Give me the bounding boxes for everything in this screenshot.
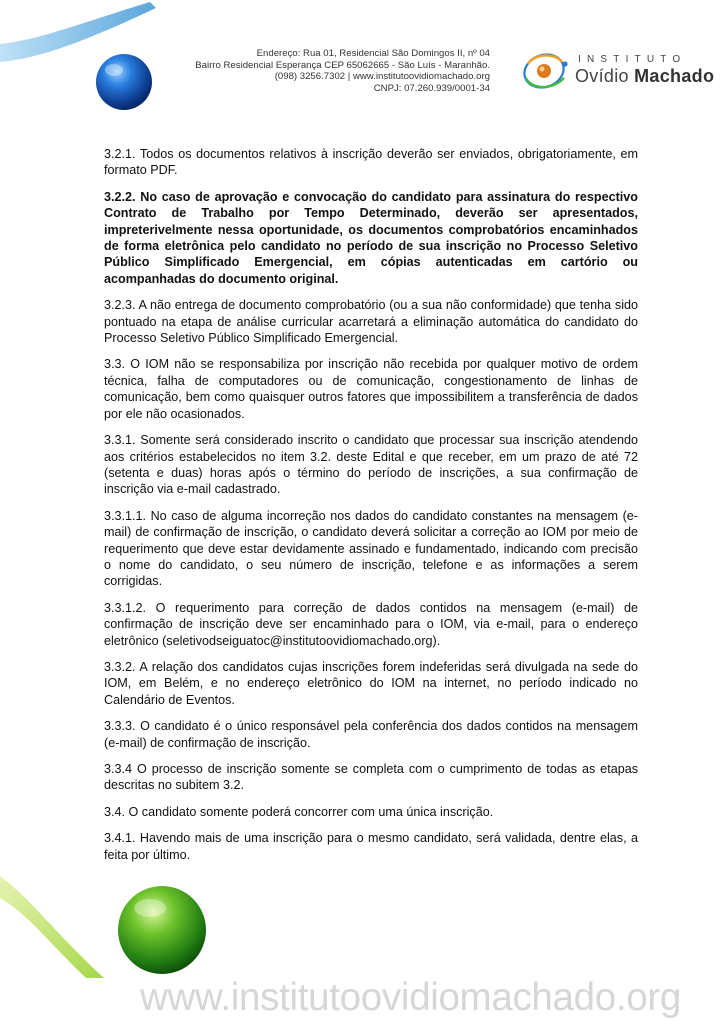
paragraph: 3.3.1.2. O requerimento para correção de dados contidos na mensagem (e-mail) de confirmação de inscrição deve ser encaminhado para o IOM, via e-mail, para o endereço eletrônico (seletivodseiguatoc@institutoovidiomachado.org). [104,600,638,648]
footer-website-url: www.institutoovidiomachado.org [140,976,681,1019]
address-line: (098) 3256.7302 | www.institutoovidiomachado.org [274,71,490,83]
paragraph: 3.4.1. Havendo mais de uma inscrição para o mesmo candidato, será validada, dentre elas, a feita por último. [104,831,638,862]
paragraph: 3.3.4 O processo de inscrição somente se completa com o cumprimento de todas as etapas descritas no subitem 3.2. [104,762,638,793]
address-line: CNPJ: 07.260.939/0001-34 [373,82,490,94]
address-line: Endereço: Rua 01, Residencial São Domingos II, nº 04 [256,48,490,59]
institute-logo [520,48,715,94]
paragraph: 3.3.3. O candidato é o único responsável pela conferência dos dados contidos na mensagem (e-mail) de confirmação de inscrição. [104,719,638,750]
paragraph: 3.2.3. A não entrega de documento comprobatório (ou a sua não conformidade) que tenha sido pontuado na etapa de análise curricular acarretará a eliminação automática do candidato do Processo Seletivo Público Simplificado Emergencial. [104,298,638,346]
document-body [104,146,638,873]
paragraph: 3.2.1. Todos os documentos relativos à inscrição deverão ser enviados, obrigatoriamente, em formato PDF. [104,147,638,178]
logo-name [575,66,714,87]
orbit-logo-icon [520,48,572,92]
logo-name-regular: Ovídio [575,66,629,86]
paragraph-bold: 3.2.2. No caso de aprovação e convocação do candidato para assinatura do respectivo Contrato de Trabalho por Tempo Determinado, deverão ser apresentados, impreterivelmente nessa oportunidade, os documentos comprobatórios encaminhados de forma eletrônica pelo candidato no período de sua inscrição no Processo Seletivo Público Simplificado Emergencial, em cópias autenticadas em cartório ou acompanhadas do documento original. [104,189,638,286]
address-line: Bairro Residencial Esperança CEP 65062665 - São Luís - Maranhão. [195,59,490,71]
paragraph: 3.3.2. A relação dos candidatos cujas inscrições forem indeferidas será divulgada na sede do IOM, em Belém, e no endereço eletrônico do IOM na internet, no período indicado no Calendário de Eventos. [104,659,638,707]
decorative-green-sphere-icon [0,868,230,978]
logo-name-bold: Machado [634,66,715,86]
header-address [170,48,490,94]
paragraph: 3.4. O candidato somente poderá concorrer com uma única inscrição. [104,804,494,819]
paragraph: 3.3. O IOM não se responsabiliza por inscrição não recebida por qualquer motivo de ordem técnica, falha de computadores ou de comunicação, congestionamento de linhas de comunicação, bem como quaisquer outros fatores que impossibilitem a transferência de dados por ele não ocasionados. [104,357,638,421]
paragraph: 3.3.1.1. No caso de alguma incorreção nos dados do candidato constantes na mensagem (e-mail) de confirmação de inscrição, o candidato deverá solicitar a correção ao IOM por meio de requerimento que deve estar devidamente assinado e fundamentado, indicando com precisão o nome do candidato, o seu número de inscrição, telefone e as informações a serem corrigidas. [104,508,638,589]
logo-small-text: INSTITUTO [578,54,687,65]
decorative-blue-sphere-icon [0,0,160,130]
paragraph: 3.3.1. Somente será considerado inscrito o candidato que processar sua inscrição atendendo aos critérios estabelecidos no item 3.2. deste Edital e que receber, em um prazo de até 72 (setenta e duas) horas após o término do período de inscrições, a sua confirmação de inscrição via e-mail cadastrado. [104,433,638,497]
